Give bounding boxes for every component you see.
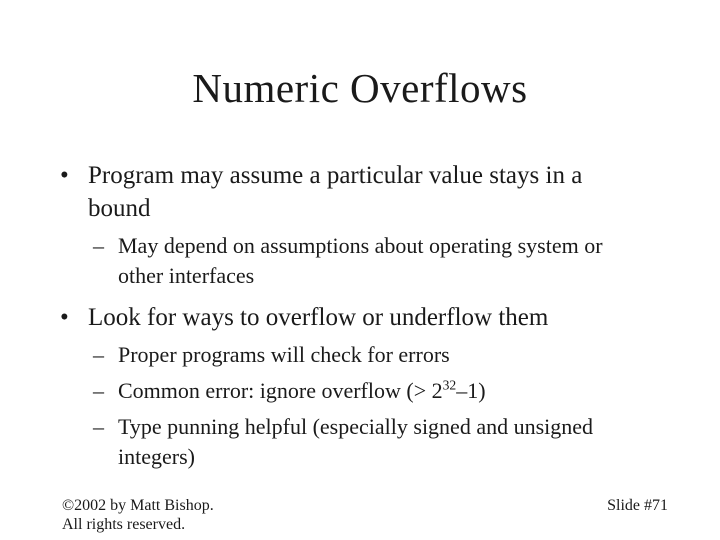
dash-marker: – xyxy=(93,342,104,367)
bullet-line: integers) xyxy=(118,444,195,469)
dash-marker: – xyxy=(93,414,104,439)
bullet-line: Type punning helpful (especially signed and unsigned xyxy=(118,414,594,439)
bullet-line: other interfaces xyxy=(118,263,255,288)
bullet-line: May depend on assumptions about operating system or xyxy=(118,233,603,258)
bullet-item xyxy=(60,159,666,225)
bullet-text xyxy=(118,376,666,406)
bullet-marker: • xyxy=(60,162,69,189)
bullet-line: bound xyxy=(88,195,151,222)
bullet-line-formula xyxy=(118,376,666,406)
formula-superscript: 32 xyxy=(442,377,457,393)
formula-post: –1) xyxy=(456,378,486,403)
slide-number: Slide #71 xyxy=(607,497,668,514)
sub-bullet-item xyxy=(93,376,666,406)
dash-marker: – xyxy=(93,233,104,258)
bullet-text xyxy=(88,301,666,334)
bullet-line: Program may assume a particular value stays in a xyxy=(88,162,583,189)
bullet-text xyxy=(118,340,666,370)
formula-pre: Common error: ignore overflow (> 2 xyxy=(118,378,443,403)
copyright-line: All rights reserved. xyxy=(62,516,186,533)
bullet-marker: • xyxy=(60,304,69,331)
slide-title: Numeric Overflows xyxy=(192,65,528,111)
sub-bullet-item xyxy=(93,412,666,472)
bullet-text xyxy=(118,231,666,291)
sub-bullet-item xyxy=(93,231,666,291)
bullet-line: Look for ways to overflow or underflow them xyxy=(88,304,549,331)
copyright-line: ©2002 by Matt Bishop. xyxy=(62,497,214,514)
copyright-block xyxy=(62,496,214,534)
dash-marker: – xyxy=(93,378,104,403)
bullet-text xyxy=(88,159,666,225)
slide-body xyxy=(60,159,666,472)
bullet-item xyxy=(60,301,666,334)
bullet-line: Proper programs will check for errors xyxy=(118,342,450,367)
bullet-text xyxy=(118,412,666,472)
slide-footer xyxy=(62,496,668,534)
sub-bullet-item xyxy=(93,340,666,370)
